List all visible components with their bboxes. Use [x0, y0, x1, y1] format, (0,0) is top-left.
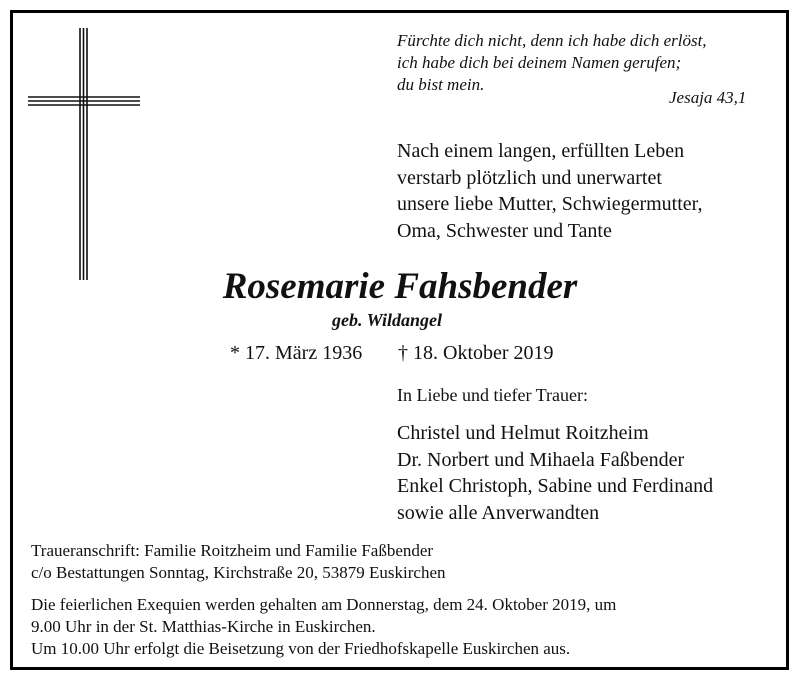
mourner-line: Enkel Christoph, Sabine und Ferdinand — [397, 475, 714, 497]
service-line: Um 10.00 Uhr erfolgt die Beisetzung von der Friedhofskapelle Euskirchen aus. — [31, 639, 571, 658]
intro-line: unsere liebe Mutter, Schwiegermutter, — [397, 193, 703, 215]
verse-line: ich habe dich bei deinem Namen gerufen; — [397, 53, 682, 72]
verse-reference: Jesaja 43,1 — [669, 88, 747, 107]
mourners-list — [397, 420, 713, 526]
intro-text — [397, 138, 703, 244]
mourner-line: sowie alle Anverwandten — [397, 501, 600, 524]
birth-date: * 17. März 1936 — [230, 342, 363, 364]
bible-verse — [397, 30, 707, 96]
intro-line: verstarb plötzlich und unerwartet — [397, 166, 662, 189]
intro-line: Nach einem langen, erfüllten Leben — [397, 140, 685, 162]
mourning-address — [31, 540, 446, 584]
address-line: c/o Bestattungen Sonntag, Kirchstraße 20, 53879 Euskirchen — [31, 563, 446, 582]
verse-line: Fürchte dich nicht, denn ich habe dich erlöst, — [397, 31, 707, 50]
service-details — [31, 594, 616, 660]
service-line: Die feierlichen Exequien werden gehalten am Donnerstag, dem 24. Oktober 2019, um — [31, 595, 617, 614]
maiden-name: geb. Wildangel — [332, 310, 443, 330]
cross-icon — [28, 28, 142, 284]
death-date: † 18. Oktober 2019 — [398, 342, 554, 364]
address-line: Traueranschrift: Familie Roitzheim und Familie Faßbender — [31, 541, 434, 560]
mourner-line: Christel und Helmut Roitzheim — [397, 422, 649, 444]
verse-line: du bist mein. — [397, 75, 485, 94]
intro-line: Oma, Schwester und Tante — [397, 219, 612, 242]
service-line: 9.00 Uhr in der St. Matthias-Kirche in Euskirchen. — [31, 617, 376, 636]
mourning-heading: In Liebe und tiefer Trauer: — [397, 385, 588, 405]
mourner-line: Dr. Norbert und Mihaela Faßbender — [397, 448, 685, 471]
deceased-name: Rosemarie Fahsbender — [222, 266, 578, 307]
